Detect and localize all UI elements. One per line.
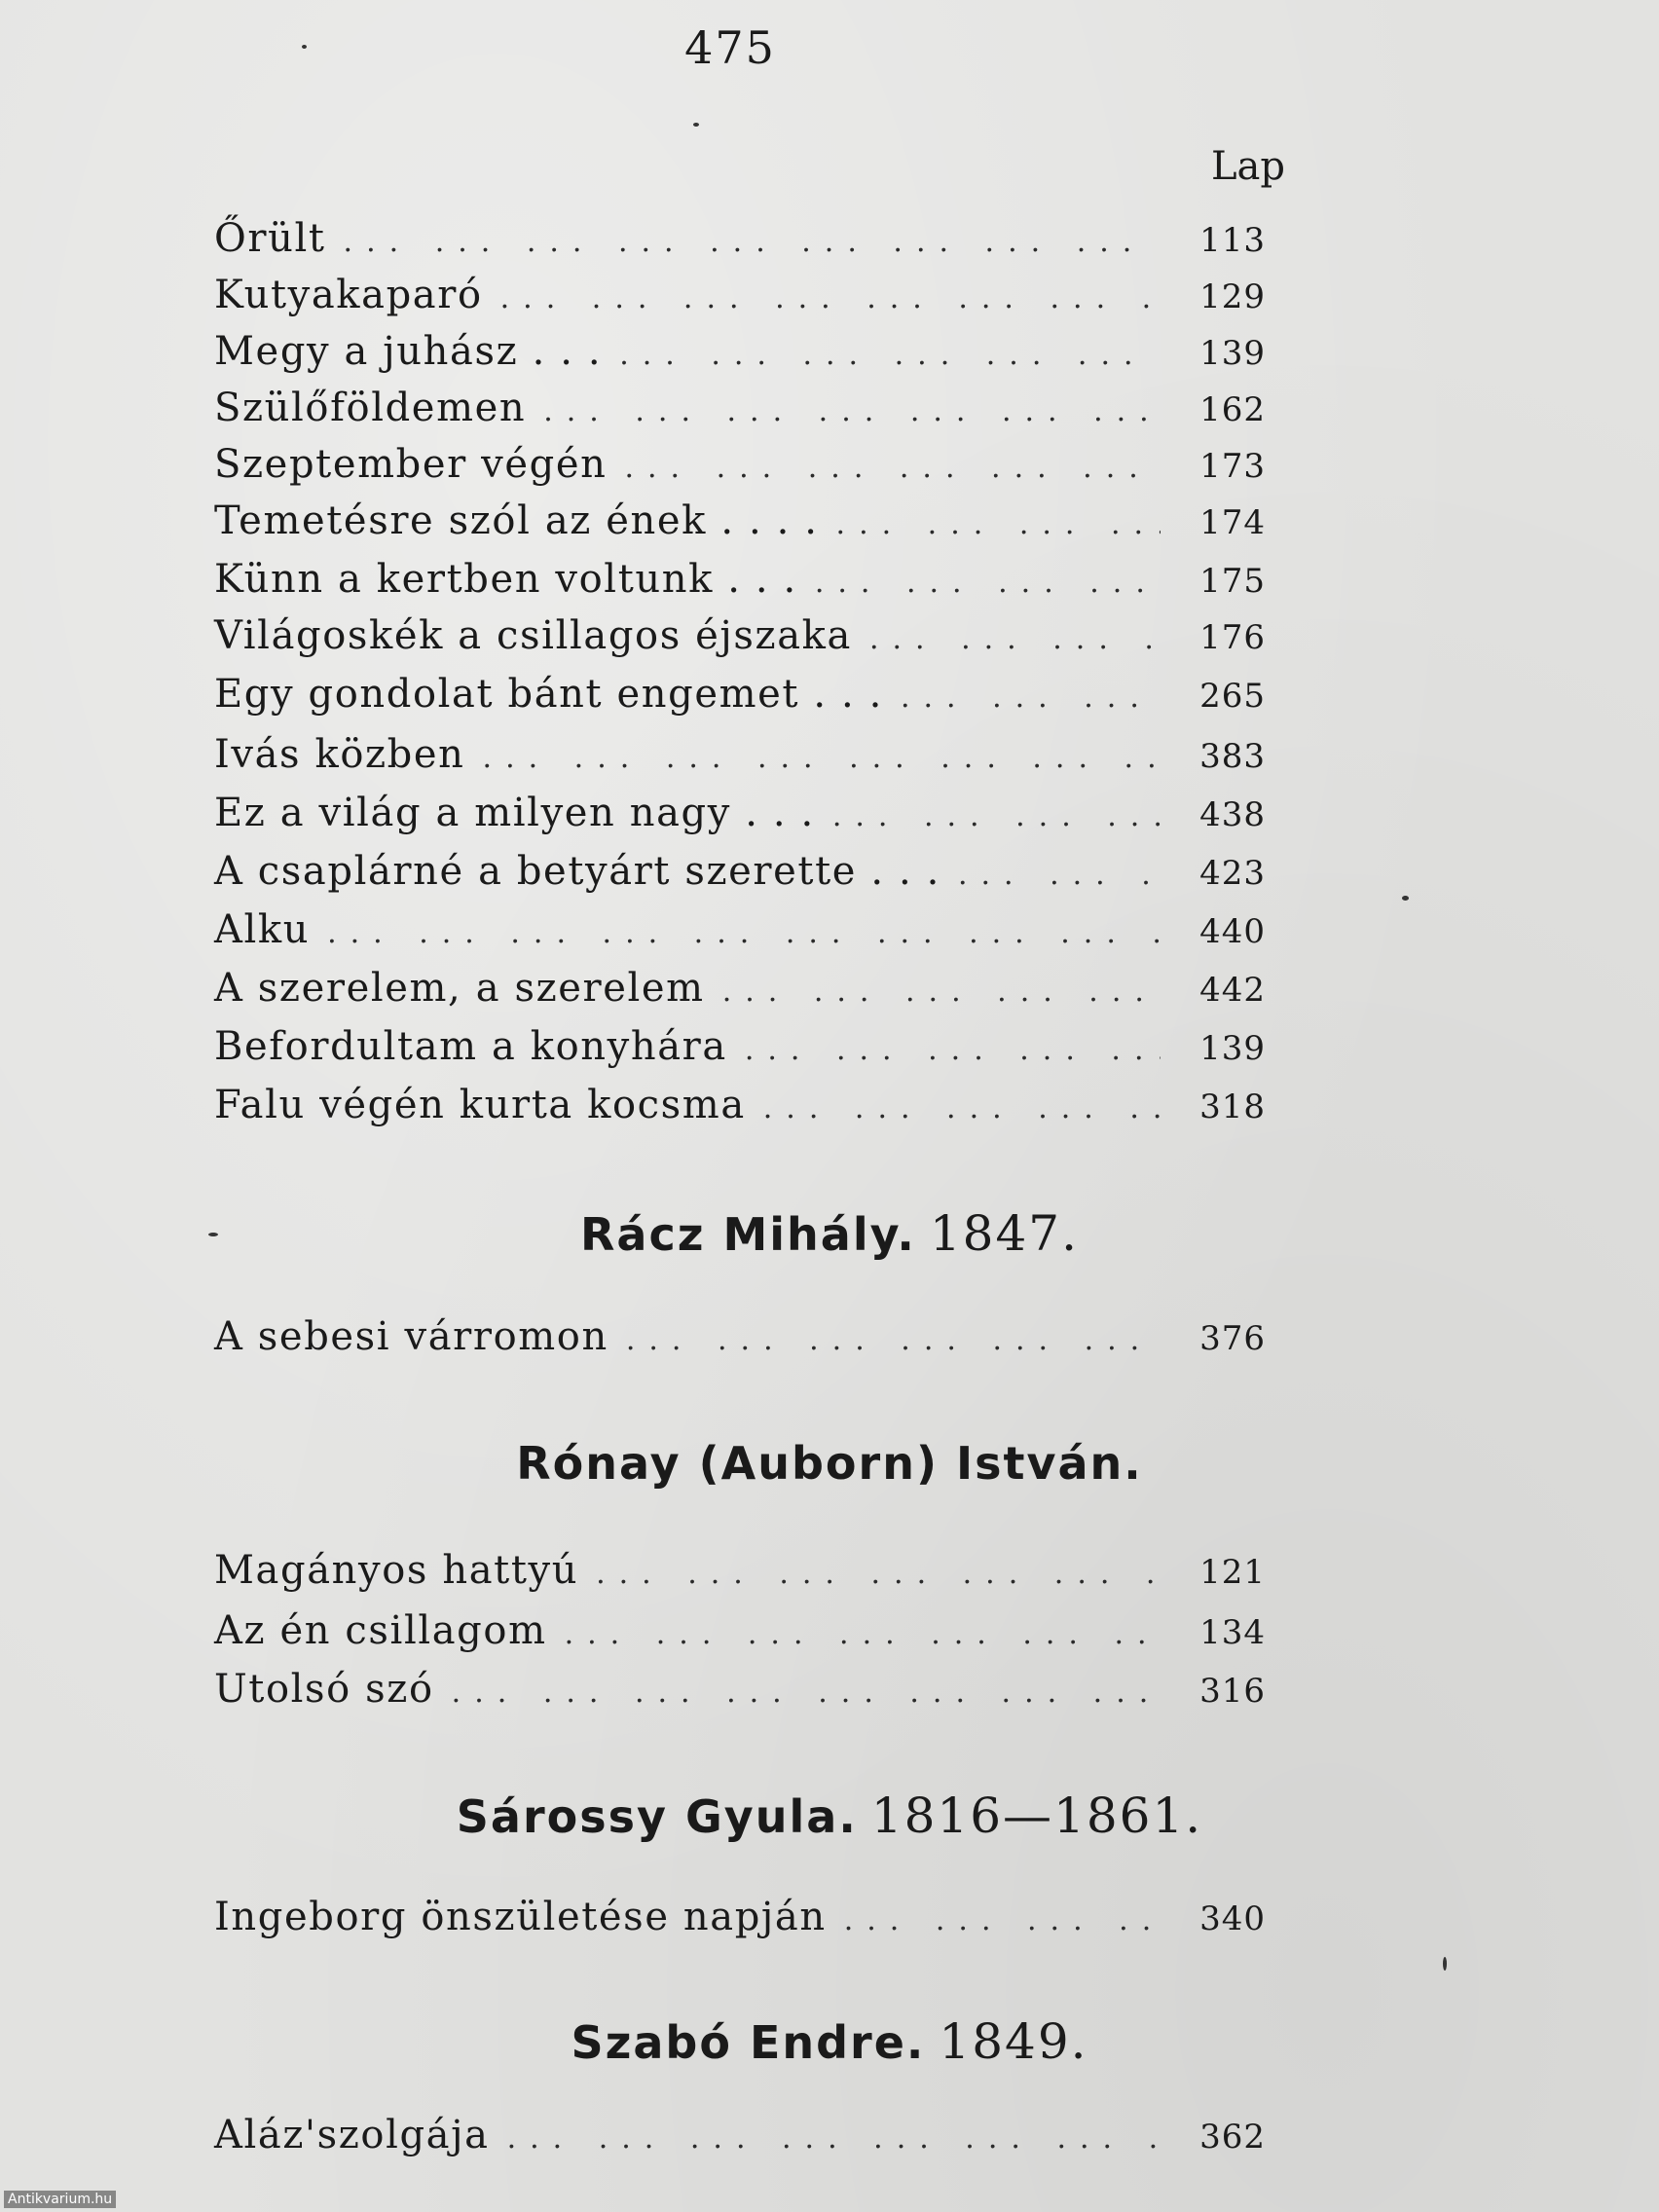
dot-leader — [344, 225, 1161, 259]
author-heading — [0, 1205, 1659, 1262]
dot-leader — [832, 799, 1161, 833]
toc-entry — [214, 386, 1266, 444]
entry-title: Utolsó szó — [214, 1667, 434, 1712]
scan-speck — [1443, 1957, 1447, 1971]
entry-title: Kutyakaparó — [214, 273, 483, 317]
toc-entry — [214, 849, 1266, 907]
entry-page: 442 — [1199, 971, 1266, 1010]
toc-entry — [214, 1608, 1266, 1667]
scan-speck — [693, 123, 699, 127]
entry-page: 376 — [1199, 1319, 1266, 1358]
entry-title: A sebesi várromon — [214, 1314, 608, 1359]
dot-leader — [507, 2121, 1161, 2156]
entry-page: 175 — [1199, 562, 1266, 601]
entry-title: A csaplárné a betyárt szerette . . . — [214, 849, 940, 894]
entry-title: Befordultam a konyhára — [214, 1024, 727, 1069]
author-name: Rónay (Auborn) István. — [516, 1437, 1143, 1490]
entry-title: Szülőföldemen — [214, 386, 527, 430]
toc-entry — [214, 2113, 1266, 2171]
entry-page: 362 — [1199, 2118, 1266, 2157]
toc-entry — [214, 557, 1266, 615]
dot-leader — [958, 858, 1161, 892]
entry-page: 162 — [1199, 390, 1266, 429]
toc-entry — [214, 273, 1266, 331]
dot-leader — [869, 622, 1161, 656]
author-heading — [0, 2013, 1659, 2070]
entry-page: 176 — [1199, 618, 1266, 657]
dot-leader — [763, 1091, 1161, 1125]
entry-title: Őrült — [214, 216, 326, 261]
dot-leader — [596, 1557, 1161, 1591]
toc-entry — [214, 907, 1266, 966]
toc-entry — [214, 329, 1266, 387]
toc-entry — [214, 1667, 1266, 1725]
dot-leader — [722, 975, 1161, 1009]
entry-title: Ez a világ a milyen nagy . . . — [214, 791, 815, 835]
dot-leader — [836, 507, 1161, 541]
dot-leader — [844, 1903, 1161, 1937]
page-number: 475 — [684, 21, 776, 74]
entry-page: 113 — [1199, 221, 1266, 260]
entry-page: 139 — [1199, 1029, 1266, 1068]
dot-leader — [565, 1617, 1161, 1651]
dot-leader — [901, 681, 1161, 715]
entry-page: 129 — [1199, 277, 1266, 316]
entry-title: Szeptember végén — [214, 442, 608, 487]
dot-leader — [543, 394, 1161, 428]
entry-page: 438 — [1199, 795, 1266, 834]
scan-speck — [208, 1233, 218, 1236]
entry-page: 121 — [1199, 1553, 1266, 1592]
entry-title: Az én csillagom — [214, 1608, 547, 1653]
toc-entry — [214, 1314, 1266, 1373]
author-name: Szabó Endre. — [571, 2016, 926, 2069]
dot-leader — [619, 338, 1161, 372]
entry-page: 340 — [1199, 1899, 1266, 1938]
dot-leader — [626, 1323, 1161, 1357]
page-column-header: Lap — [1210, 144, 1285, 189]
dot-leader — [500, 281, 1161, 315]
entry-page: 134 — [1199, 1613, 1266, 1652]
entry-title: Ingeborg önszületése napján — [214, 1895, 827, 1939]
entry-page: 265 — [1199, 677, 1266, 716]
author-name: Rácz Mihály. — [580, 1208, 916, 1261]
dot-leader — [483, 741, 1161, 775]
toc-entry — [214, 1895, 1266, 1953]
author-heading — [0, 1437, 1659, 1490]
entry-page: 139 — [1199, 334, 1266, 373]
entry-title: Falu végén kurta kocsma — [214, 1083, 746, 1127]
scan-speck — [1402, 896, 1409, 901]
author-years: 1816—1861. — [870, 1788, 1203, 1844]
entry-title: Világoskék a csillagos éjszaka — [214, 613, 852, 658]
toc-entry — [214, 966, 1266, 1024]
toc-entry — [214, 1024, 1266, 1083]
author-years: 1847. — [929, 1205, 1079, 1262]
site-watermark: Antikvarium.hu — [4, 2191, 116, 2208]
dot-leader — [327, 916, 1161, 950]
entry-title: A szerelem, a szerelem — [214, 966, 705, 1011]
entry-page: 318 — [1199, 1088, 1266, 1126]
toc-entry — [214, 613, 1266, 672]
toc-entry — [214, 1083, 1266, 1141]
toc-entry — [214, 216, 1266, 275]
entry-page: 423 — [1199, 854, 1266, 893]
entry-title: Temetésre szól az ének . . . . — [214, 498, 819, 543]
entry-title: Magányos hattyú — [214, 1548, 579, 1593]
author-years: 1849. — [939, 2013, 1088, 2070]
dot-leader — [745, 1033, 1161, 1067]
dot-leader — [452, 1676, 1161, 1710]
entry-page: 174 — [1199, 503, 1266, 542]
toc-entry — [214, 1548, 1266, 1606]
entry-title: Aláz'szolgája — [214, 2113, 490, 2157]
entry-title: Künn a kertben voltunk . . . — [214, 557, 797, 602]
toc-entry — [214, 672, 1266, 730]
entry-title: Megy a juhász . . . — [214, 329, 603, 374]
dot-leader — [624, 451, 1161, 485]
entry-title: Alku — [214, 907, 311, 952]
toc-entry — [214, 791, 1266, 849]
entry-title: Egy gondolat bánt engemet . . . — [214, 672, 883, 717]
toc-entry — [214, 732, 1266, 791]
entry-page: 440 — [1199, 912, 1266, 951]
author-name: Sárossy Gyula. — [456, 1790, 858, 1843]
entry-title: Ivás közben — [214, 732, 465, 777]
entry-page: 173 — [1199, 447, 1266, 486]
dot-leader — [815, 566, 1161, 600]
entry-page: 383 — [1199, 737, 1266, 776]
toc-entry — [214, 442, 1266, 500]
entry-page: 316 — [1199, 1672, 1266, 1711]
toc-entry — [214, 498, 1266, 557]
author-heading — [0, 1788, 1659, 1844]
scan-speck — [302, 45, 307, 49]
